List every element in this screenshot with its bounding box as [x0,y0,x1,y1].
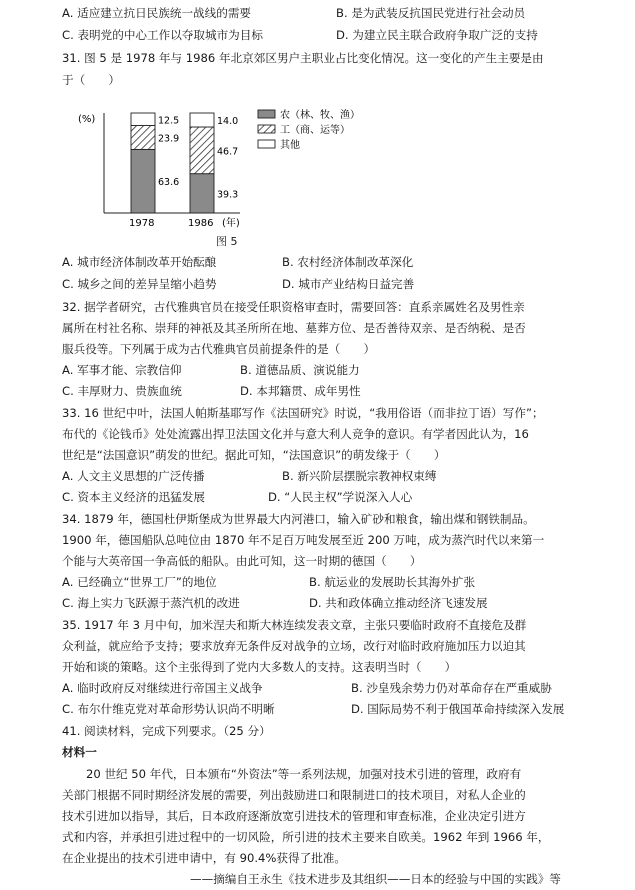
bar-1978-series-1 [131,149,155,213]
q34-option-b: B. 航运业的发展助长其海外扩张 [309,575,476,589]
q32-stem-line2: 属所在村社名称、崇拜的神祇及其圣所所在地、墓葬方位、是否善待双亲、是否纳税、是否 [62,321,526,335]
bar-1986-series-2 [190,127,214,174]
q32-option-a: A. 军事才能、宗教信仰 [62,363,182,377]
q34-stem-line3: 个能与大英帝国一争高低的船队。由此可知，这一时期的德国（ ） [62,554,422,568]
q32-stem-line3: 服兵役等。下列属于成为古代雅典官员前提条件的是（ ） [62,342,376,356]
q33-option-b: B. 新兴阶层摆脱宗教神权束缚 [282,469,437,483]
material-line2: 关部门根据不同时期经济发展的需要，列出鼓励进口和限制进口的技术项目，对私人企业的 [62,788,526,802]
q32-option-d: D. 本邦籍贯、成年男性 [240,384,361,398]
q30-option-d: D. 为建立民主联合政府争取广泛的支持 [336,28,538,42]
material-line1: 20 世纪 50 年代，日本颁布“外资法”等一系列法规，加强对技术引进的管理，政府有 [86,767,522,781]
bar-1978-series-2 [131,126,155,150]
value-label-1978-series-1: 63.6 [158,177,180,189]
q41-stem: 41. 阅读材料，完成下列要求。（25 分） [62,724,271,738]
bar-1986-series-3 [190,113,214,127]
q32-stem-line1: 32. 据学者研究，古代雅典官员在接受任职资格审查时，需要回答：直系亲属姓名及男性亲 [62,300,525,314]
q35-option-c: C. 布尔什维克党对革命形势认识尚不明晰 [62,702,275,716]
q33-option-d: D. “人民主权”学说深入人心 [268,490,413,504]
legend-label-2: 工（商、运等） [280,125,350,136]
x-axis-label: (年) [222,218,240,229]
bar-1978-series-3 [131,113,155,126]
bar-1986-series-1 [190,174,214,213]
q33-option-a: A. 人文主义思想的广泛传播 [62,469,205,483]
legend-swatch-1 [258,110,275,118]
value-label-1986-series-3: 14.0 [217,116,239,127]
material-title: 材料一 [62,745,97,759]
q33-stem-line3: 世纪是“法国意识”萌发的世纪。据此可知，“法国意识”的萌发缘于（ ） [62,448,446,462]
q34-option-d: D. 共和政体确立推动经济飞速发展 [309,596,488,610]
y-axis-label: (%) [78,114,96,125]
q34-option-c: C. 海上实力飞跃源于蒸汽机的改进 [62,596,240,610]
figure-caption: 图 5 [216,235,238,248]
x-tick-label-1978: 1978 [129,218,155,229]
q33-option-c: C. 资本主义经济的迅猛发展 [62,490,205,504]
material-source: ——摘编自王永生《技术进步及其组织——日本的经验与中国的实践》等 [190,872,562,886]
value-label-1986-series-2: 46.7 [217,146,239,158]
value-label-1986-series-1: 39.3 [217,189,239,201]
q34-stem-line2: 1900 年，德国船队总吨位由 1870 年不足百万吨发展至近 200 万吨，成为蒸汽时代以来第一 [62,533,545,547]
legend-label-1: 农（林、牧、渔） [280,110,360,121]
legend-swatch-3 [258,140,275,148]
q31-stem-line2: 于（ ） [62,73,120,87]
q31-option-a: A. 城市经济体制改革开始酝酿 [62,255,217,269]
q33-stem-line1: 33. 16 世纪中叶，法国人帕斯基耶写作《法国研究》时说，“我用俗语（而非拉丁语）写作”； [62,406,544,420]
material-line5: 在企业提出的技术引进申请中，有 90.4%获得了批准。 [62,851,346,865]
legend-swatch-2 [258,125,275,133]
q31-option-b: B. 农村经济体制改革深化 [282,255,414,269]
q32-option-b: B. 道德品质、演说能力 [240,363,360,377]
q31-stem-line1: 31. 图 5 是 1978 年与 1986 年北京郊区男户主职业占比变化情况。这一变化的产生主要是由 [62,51,544,65]
q34-stem-line1: 34. 1879 年，德国杜伊斯堡成为世界最大内河港口，输入矿砂和粮食，输出煤和钢铁制品。 [62,512,535,526]
material-line3: 技术引进加以指导，其后，日本政府逐渐放宽引进技术的管理和审查标准，企业决定引进方 [62,809,526,823]
q35-stem-line1: 35. 1917 年 3 月中旬，加米涅夫和斯大林连续发表文章，主张只要临时政府不直接危及群 [62,618,527,632]
q33-stem-line2: 布代的《论钱币》处处流露出捍卫法国文化并与意大利人竞争的意识。有学者因此认为，16 [62,427,529,441]
legend-label-3: 其他 [280,140,300,151]
q31-option-c: C. 城乡之间的差异呈缩小趋势 [62,277,217,291]
q35-option-a: A. 临时政府反对继续进行帝国主义战争 [62,681,263,695]
value-label-1978-series-3: 12.5 [158,115,180,127]
q32-option-c: C. 丰厚财力、贵族血统 [62,384,182,398]
q30-option-b: B. 是为武装反抗国民党进行社会动员 [336,6,526,20]
value-label-1978-series-2: 23.9 [158,133,180,145]
q31-option-d: D. 城市产业结构日益完善 [282,277,415,291]
q30-option-c: C. 表明党的中心工作以夺取城市为目标 [62,28,263,42]
x-tick-label-1986: 1986 [188,218,214,229]
material-line4: 式和内容，并承担引进过程中的一切风险，所引进的技术主要来自欧美。1962 年到 1966 年， [62,830,550,844]
q34-option-a: A. 已经确立“世界工厂”的地位 [62,575,217,589]
q35-option-b: B. 沙皇残余势力仍对革命存在严重威胁 [351,681,552,695]
q35-stem-line3: 开始和谈的策略。这个主张得到了党内大多数人的支持。这表明当时（ ） [62,660,457,674]
q30-option-a: A. 适应建立抗日民族统一战线的需要 [62,6,252,20]
q35-option-d: D. 国际局势不利于俄国革命持续深入发展 [351,702,565,716]
q35-stem-line2: 众利益，就应给予支持；要求放弃无条件反对战争的立场，改行对临时政府施加压力以迫其 [62,639,526,653]
